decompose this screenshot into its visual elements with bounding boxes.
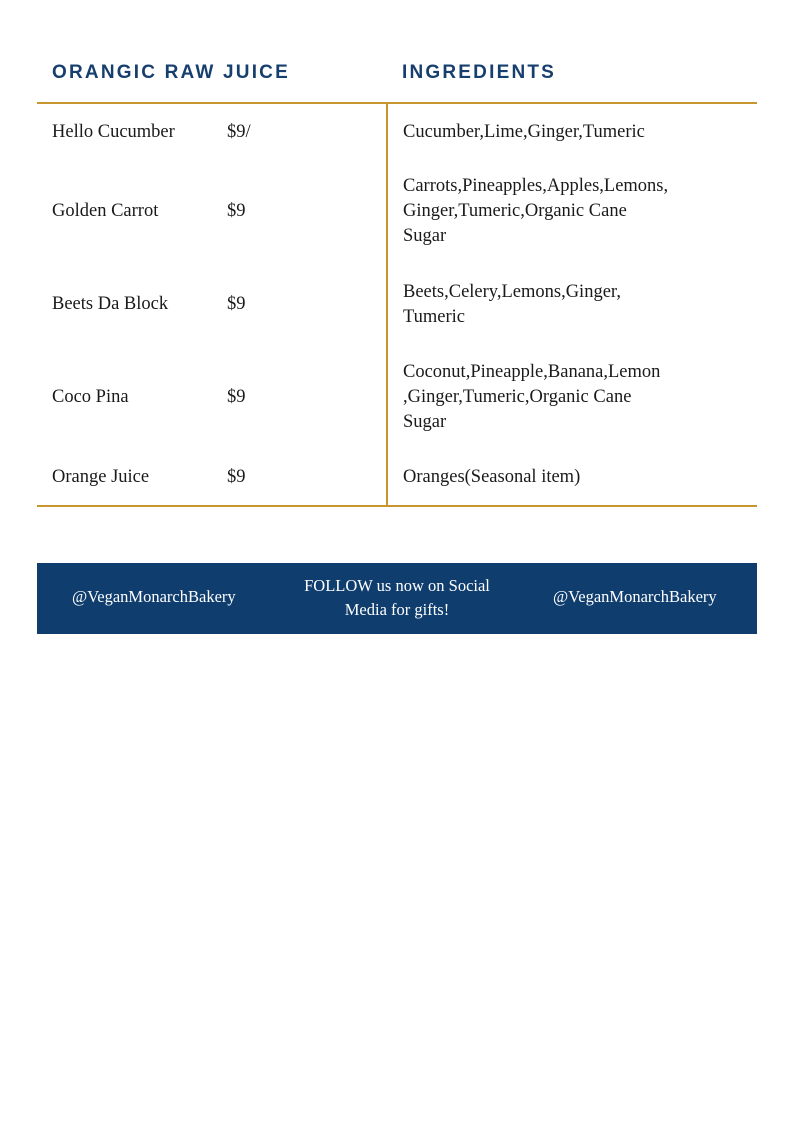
- item-name: Golden Carrot: [52, 201, 159, 221]
- follow-message: FOLLOW us now on Social Media for gifts!: [304, 576, 490, 619]
- social-handle-left: @VeganMonarchBakery: [72, 587, 236, 606]
- ingredients-section-title: INGREDIENTS: [402, 62, 557, 83]
- item-ingredients: Coconut,Pineapple,Banana,Lemon ,Ginger,Tumeric,Organic Cane Sugar: [403, 362, 661, 432]
- item-ingredients: Carrots,Pineapples,Apples,Lemons, Ginger,Tumeric,Organic Cane Sugar: [403, 176, 669, 246]
- item-ingredients: Oranges(Seasonal item): [403, 467, 581, 487]
- item-name: Hello Cucumber: [52, 122, 175, 142]
- item-name: Beets Da Block: [52, 294, 169, 314]
- item-price: $9/: [227, 122, 251, 142]
- column-divider: [386, 103, 388, 507]
- juice-section-title: ORANGIC RAW JUICE: [52, 62, 290, 83]
- bottom-divider: [37, 505, 757, 507]
- item-name: Coco Pina: [52, 387, 129, 407]
- item-price: $9: [227, 294, 246, 314]
- social-footer-banner: [37, 563, 757, 634]
- item-ingredients: Cucumber,Lime,Ginger,Tumeric: [403, 122, 645, 142]
- item-price: $9: [227, 467, 246, 487]
- item-price: $9: [227, 387, 246, 407]
- item-price: $9: [227, 201, 246, 221]
- item-name: Orange Juice: [52, 467, 150, 487]
- item-ingredients: Beets,Celery,Lemons,Ginger, Tumeric: [403, 282, 621, 327]
- top-divider: [37, 102, 757, 104]
- social-handle-right: @VeganMonarchBakery: [553, 587, 717, 606]
